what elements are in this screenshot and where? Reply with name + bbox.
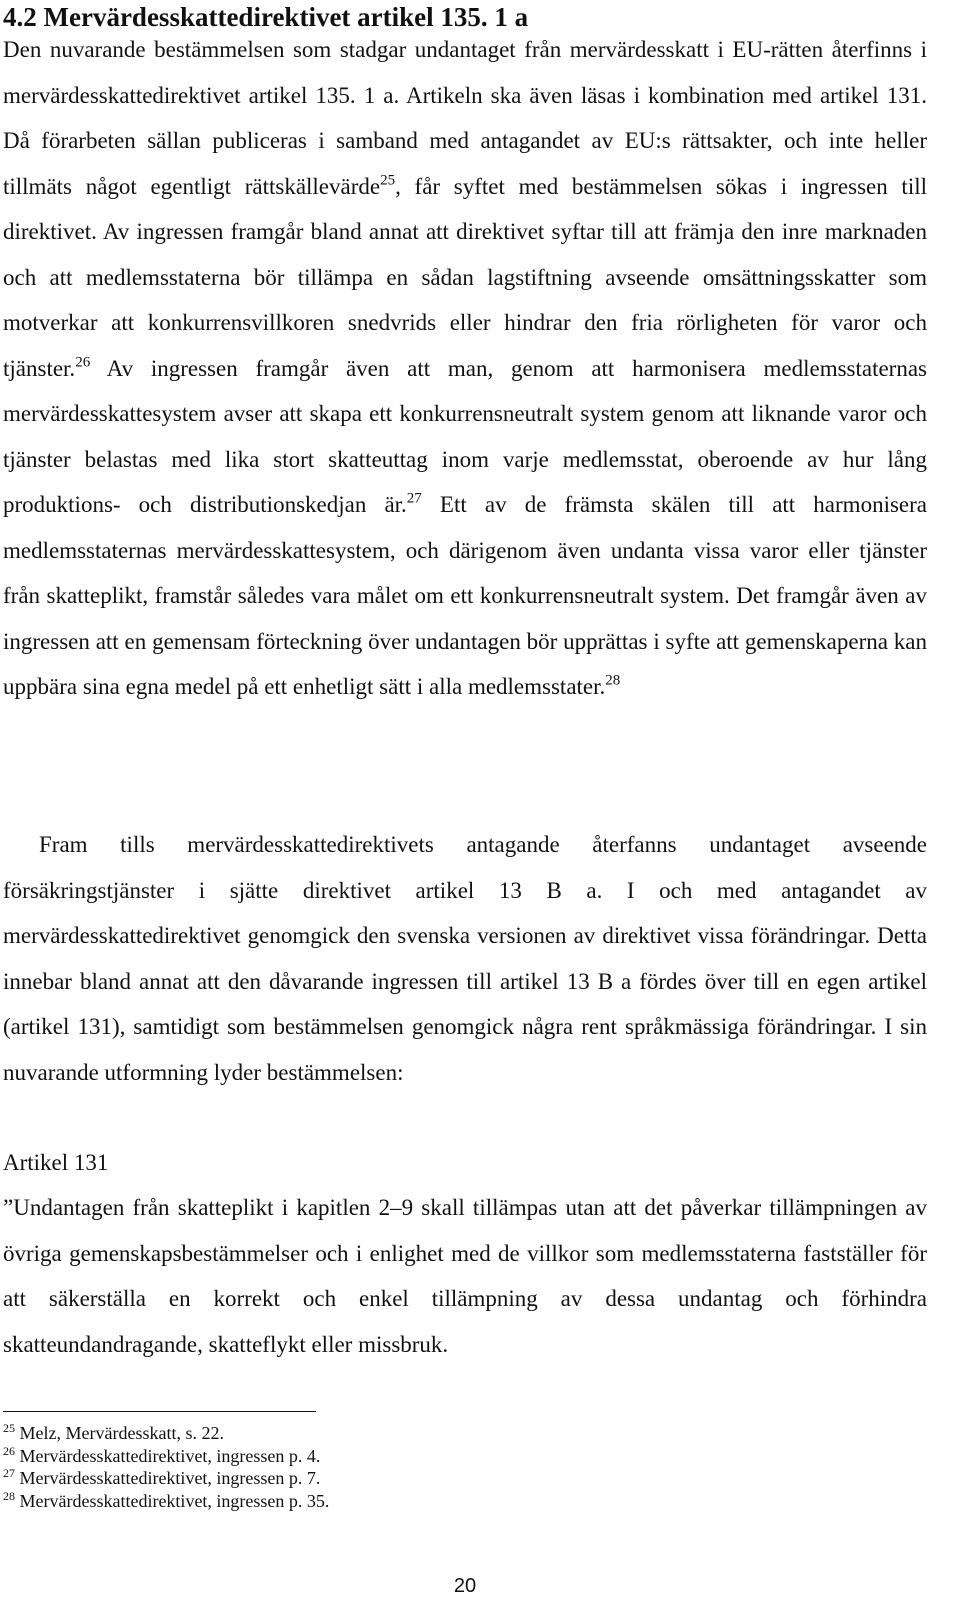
- footnotes: [3, 1422, 329, 1512]
- footnote-ref-26[interactable]: 26: [75, 353, 91, 370]
- footnote-26: [3, 1445, 329, 1468]
- paragraph-1-text-4: Ett av de främsta skälen till att harmonisera medlemsstaternas mervärdesskattesystem, och därigenom även undanta vissa varor eller tjänster från skatteplikt, framstår således vara målet om ett konkurrensneutralt system. Det framgår även av ingressen att en gemensam förteckning över undantagen bör upprättas i syfte att gemenskaperna kan uppbära sina egna medel på ett enhetligt sätt i alla medlemsstater.: [3, 492, 927, 699]
- footnote-number: 27: [3, 1465, 15, 1480]
- page-number: 20: [453, 1575, 477, 1597]
- footnote-number: 25: [3, 1420, 15, 1435]
- paragraph-2: Fram tills mervärdesskattedirektivets antagande återfanns undantaget avseende försäkringstjänster i sjätte direktivet artikel 13 B a. I och med antagandet av mervärdesskattedirektivet genomgick den svenska versionen av direktivet vissa förändringar. Detta innebar bland annat att den dåvarande ingressen till artikel 13 B a fördes över till en egen artikel (artikel 131), samtidigt som bestämmelsen genomgick några rent språkmässiga förändringar. I sin nuvarande utformning lyder bestämmelsen:: [3, 832, 927, 1085]
- section-heading: 4.2 Mervärdesskattedirektivet artikel 135. 1 a: [3, 2, 529, 32]
- footnote-ref-28[interactable]: 28: [605, 672, 621, 689]
- footnote-number: 28: [3, 1488, 15, 1503]
- footnote-number: 26: [3, 1443, 15, 1458]
- footnote-28: [3, 1490, 329, 1513]
- footnote-separator: [3, 1411, 316, 1412]
- paragraph-1-text-3: Av ingressen framgår även att man, genom att harmonisera medlemsstaternas mervärdesskattesystem avser att skapa ett konkurrensneutralt system genom att liknande varor och tjänster belastas med lika stort skatteuttag inom varje medlemsstat, oberoende av hur lång produktions- och distributionskedjan är.: [3, 355, 927, 517]
- article-title: Artikel 131: [3, 1150, 109, 1175]
- footnote-text: Mervärdesskattedirektivet, ingressen p. 4.: [15, 1445, 321, 1466]
- footnote-25: [3, 1422, 329, 1445]
- footnote-27: [3, 1467, 329, 1490]
- footnote-text: Mervärdesskattedirektivet, ingressen p. 35.: [15, 1490, 330, 1511]
- paragraph-1-text-2: , får syftet med bestämmelsen sökas i ingressen till direktivet. Av ingressen framgår bland annat att direktivet syftar till att främja den inre marknaden och att medlemsstaterna bör tillämpa en sådan lagstiftning avseende omsättningsskatter som motverkar att konkurrensvillkoren snedvrids eller hindrar den fria rörligheten för varor och tjänster.: [3, 173, 927, 381]
- footnote-ref-25[interactable]: 25: [380, 171, 396, 188]
- footnote-text: Mervärdesskattedirektivet, ingressen p. 7.: [15, 1468, 321, 1488]
- paragraph-1: [3, 27, 927, 710]
- footnote-ref-27[interactable]: 27: [406, 490, 422, 507]
- footnote-text: Melz, Mervärdesskatt, s. 22.: [15, 1423, 224, 1443]
- article-quote: ”Undantagen från skatteplikt i kapitlen 2–9 skall tillämpas utan att det påverkar tillämpningen av övriga gemenskapsbestämmelser och i enlighet med de villkor som medlemsstaterna fastställer för att säkerställa en korrekt och enkel tillämpning av dessa undantag och förhindra skatteundandragande, skatteflykt eller missbruk.: [3, 1195, 927, 1357]
- paragraph-1-text-1: Den nuvarande bestämmelsen som stadgar undantaget från mervärdesskatt i EU-rätten återfinns i mervärdesskattedirektivet artikel 135. 1 a. Artikeln ska även läsas i kombination med artikel 131. Då förarbeten sällan publiceras i samband med antagandet av EU:s rättsakter, och inte heller tillmäts något egentligt rättskällevärde: [3, 37, 927, 199]
